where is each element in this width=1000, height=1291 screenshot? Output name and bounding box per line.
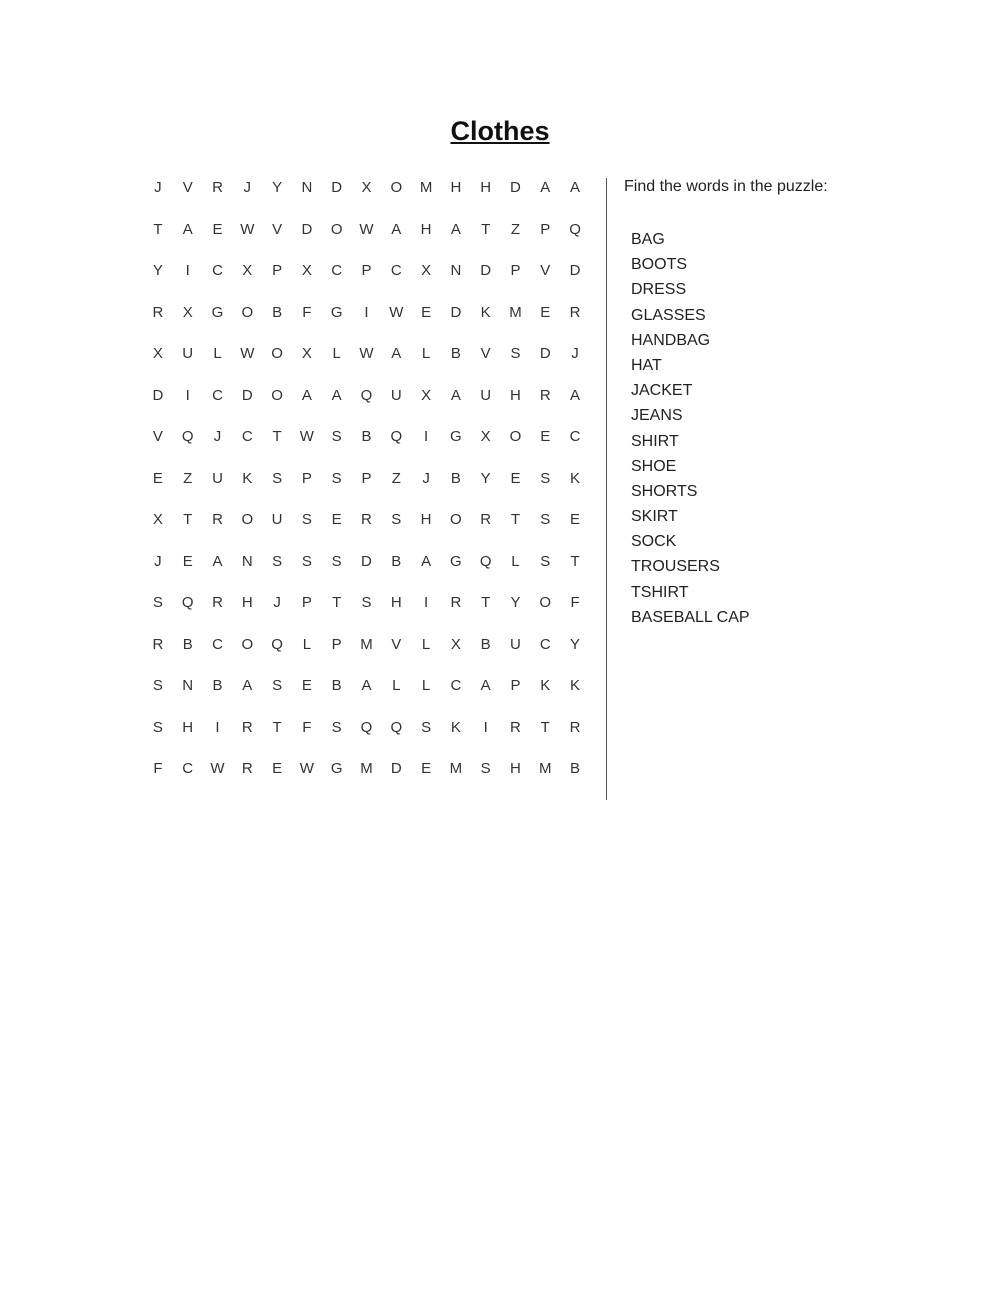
grid-letter[interactable]: E xyxy=(301,677,312,694)
grid-letter[interactable]: Y xyxy=(510,594,521,611)
grid-letter[interactable]: A xyxy=(450,386,461,404)
grid-letter[interactable]: B xyxy=(570,760,581,777)
word-list-item: SHOE xyxy=(631,457,677,475)
grid-letter[interactable]: Y xyxy=(480,469,491,487)
grid-letter[interactable]: V xyxy=(272,220,283,238)
grid-letter[interactable]: P xyxy=(510,262,521,279)
grid-letter[interactable]: K xyxy=(570,677,581,694)
grid-letter[interactable]: U xyxy=(510,635,521,653)
word-list-item: SOCK xyxy=(631,533,677,551)
grid-letter[interactable]: G xyxy=(330,760,343,777)
grid-letter[interactable]: B xyxy=(331,677,342,694)
grid-letter[interactable]: V xyxy=(540,262,551,279)
grid-letter[interactable]: A xyxy=(480,677,491,694)
grid-letter[interactable]: C xyxy=(390,262,402,279)
grid-letter[interactable]: F xyxy=(302,303,312,321)
grid-letter[interactable]: X xyxy=(182,303,193,321)
grid-letter[interactable]: R xyxy=(510,718,521,736)
grid-letter[interactable]: A xyxy=(421,552,432,570)
grid-letter[interactable]: A xyxy=(450,220,461,238)
grid-letter[interactable]: B xyxy=(182,635,193,653)
grid-letter[interactable]: A xyxy=(570,179,581,196)
grid-letter[interactable]: Q xyxy=(479,552,492,570)
grid-letter[interactable]: L xyxy=(332,345,341,362)
grid-letter[interactable]: E xyxy=(182,552,193,570)
grid-letter[interactable]: D xyxy=(450,303,462,321)
grid-letter[interactable]: W xyxy=(210,760,225,777)
grid-letter[interactable]: M xyxy=(449,760,463,777)
grid-letter[interactable]: S xyxy=(152,718,163,736)
grid-letter[interactable]: D xyxy=(361,552,372,570)
grid-letter[interactable]: L xyxy=(421,677,431,694)
grid-letter[interactable]: D xyxy=(480,262,492,279)
grid-letter[interactable]: V xyxy=(391,635,402,653)
grid-letter[interactable]: D xyxy=(539,345,551,362)
grid-letter[interactable]: A xyxy=(331,386,342,404)
grid-letter[interactable]: S xyxy=(391,511,402,528)
grid-letter[interactable]: R xyxy=(480,511,492,528)
grid-letter[interactable]: O xyxy=(450,511,462,528)
grid-letter[interactable]: X xyxy=(480,428,491,445)
grid-letter[interactable]: R xyxy=(569,303,581,321)
grid-letter[interactable]: Y xyxy=(272,179,283,196)
grid-letter[interactable]: R xyxy=(450,594,462,611)
grid-letter[interactable]: H xyxy=(390,594,402,611)
grid-letter[interactable]: S xyxy=(480,760,491,777)
grid-letter[interactable]: X xyxy=(421,386,432,404)
grid-letter[interactable]: E xyxy=(570,511,581,528)
grid-letter[interactable]: L xyxy=(421,345,431,362)
grid-letter[interactable]: M xyxy=(360,760,373,777)
grid-letter[interactable]: J xyxy=(154,552,162,570)
grid-letter[interactable]: P xyxy=(540,220,551,238)
grid-letter[interactable]: C xyxy=(182,760,194,777)
grid-letter[interactable]: D xyxy=(569,262,581,279)
instructions: Find the words in the puzzle: xyxy=(624,178,828,195)
grid-letter[interactable]: Y xyxy=(570,635,581,653)
grid-letter[interactable]: T xyxy=(332,594,342,611)
word-list-item: GLASSES xyxy=(631,306,706,324)
grid-letter[interactable]: A xyxy=(391,345,402,362)
grid-letter[interactable]: E xyxy=(152,469,163,487)
grid-letter[interactable]: C xyxy=(212,635,223,653)
word-list-item: SHIRT xyxy=(631,432,679,450)
grid-letter[interactable]: W xyxy=(359,220,374,238)
grid-letter[interactable]: P xyxy=(272,262,283,279)
grid-letter[interactable]: R xyxy=(241,760,253,777)
word-list-item: HAT xyxy=(631,356,662,374)
grid-letter[interactable]: D xyxy=(390,760,402,777)
grid-letter[interactable]: F xyxy=(153,760,163,777)
grid-letter[interactable]: V xyxy=(182,179,193,196)
grid-letter[interactable]: T xyxy=(510,511,521,528)
grid-letter[interactable]: P xyxy=(331,635,342,653)
word-list-item: JACKET xyxy=(631,382,693,400)
grid-letter[interactable]: S xyxy=(301,511,312,528)
grid-letter[interactable]: F xyxy=(302,718,312,736)
grid-letter[interactable]: A xyxy=(212,552,223,570)
word-list-item: HANDBAG xyxy=(631,331,711,349)
page-title: Clothes xyxy=(450,116,550,146)
grid-letter[interactable]: T xyxy=(481,594,491,611)
grid-letter[interactable]: W xyxy=(299,760,314,777)
grid-letter[interactable]: H xyxy=(241,594,253,611)
grid-letter[interactable]: B xyxy=(450,469,461,487)
grid-letter[interactable]: S xyxy=(331,469,342,487)
grid-letter[interactable]: X xyxy=(301,262,312,279)
grid-letter[interactable]: T xyxy=(540,718,550,736)
grid-letter[interactable]: O xyxy=(241,511,254,528)
grid-letter[interactable]: I xyxy=(364,303,369,321)
grid-letter[interactable]: O xyxy=(271,386,283,404)
grid-letter[interactable]: T xyxy=(272,428,282,445)
grid-letter[interactable]: A xyxy=(182,220,193,238)
grid-letter[interactable]: N xyxy=(450,262,462,279)
grid-letter[interactable]: I xyxy=(423,594,429,611)
grid-letter[interactable]: E xyxy=(510,469,521,487)
grid-letter[interactable]: H xyxy=(420,220,432,238)
grid-letter[interactable]: P xyxy=(361,469,372,487)
grid-letter[interactable]: C xyxy=(212,386,223,404)
word-list-item: TSHIRT xyxy=(631,583,689,601)
grid-letter[interactable]: E xyxy=(212,220,223,238)
grid-letter[interactable]: L xyxy=(511,552,520,570)
grid-letter[interactable]: L xyxy=(392,677,401,694)
grid-letter[interactable]: I xyxy=(215,718,220,736)
grid-letter[interactable]: R xyxy=(569,718,581,736)
word-list-item: DRESS xyxy=(631,281,687,299)
grid-letter[interactable]: W xyxy=(359,345,374,362)
grid-letter[interactable]: S xyxy=(361,594,372,611)
grid-letter[interactable]: U xyxy=(480,386,492,404)
grid-letter[interactable]: H xyxy=(480,179,492,196)
grid-letter[interactable]: S xyxy=(272,552,283,570)
grid-letter[interactable]: X xyxy=(152,345,163,362)
grid-letter[interactable]: K xyxy=(540,677,551,694)
grid-letter[interactable]: H xyxy=(510,760,521,777)
grid-letter[interactable]: S xyxy=(272,677,283,694)
grid-letter[interactable]: J xyxy=(243,179,252,196)
grid-letter[interactable]: S xyxy=(272,469,283,487)
grid-letter[interactable]: C xyxy=(450,677,462,694)
grid-letter[interactable]: B xyxy=(272,303,283,321)
grid-letter[interactable]: V xyxy=(152,428,163,445)
grid-letter[interactable]: X xyxy=(361,179,372,196)
grid-letter[interactable]: S xyxy=(540,469,551,487)
grid-letter[interactable]: E xyxy=(421,303,432,321)
word-list-item: TROUSERS xyxy=(631,558,720,576)
grid-letter[interactable]: D xyxy=(301,220,313,238)
grid-letter[interactable]: J xyxy=(154,179,162,196)
grid-letter[interactable]: A xyxy=(301,386,312,404)
grid-letter[interactable]: R xyxy=(212,594,223,611)
word-search-grid xyxy=(143,170,590,793)
grid-letter[interactable]: U xyxy=(212,469,223,487)
grid-letter[interactable]: O xyxy=(241,635,254,653)
grid-letter[interactable]: O xyxy=(241,303,254,321)
grid-letter[interactable]: O xyxy=(390,179,403,196)
grid-letter[interactable]: R xyxy=(212,179,223,196)
grid-letter[interactable]: D xyxy=(241,386,253,404)
grid-letter[interactable]: Q xyxy=(360,386,373,404)
grid-letter[interactable]: H xyxy=(450,179,462,196)
grid-letter[interactable]: B xyxy=(391,552,402,570)
grid-letter[interactable]: Q xyxy=(569,220,581,238)
grid-letter[interactable]: X xyxy=(421,262,432,279)
grid-letter[interactable]: B xyxy=(450,345,461,362)
grid-letter[interactable]: E xyxy=(540,303,551,321)
grid-letter[interactable]: B xyxy=(361,428,372,445)
word-list-item: SHORTS xyxy=(631,482,698,500)
grid-letter[interactable]: R xyxy=(361,511,372,528)
grid-letter[interactable]: X xyxy=(152,511,163,528)
grid-letter[interactable]: R xyxy=(539,386,551,404)
grid-letter[interactable]: Q xyxy=(390,718,403,736)
grid-letter[interactable]: T xyxy=(153,220,163,238)
grid-letter[interactable]: P xyxy=(301,594,312,611)
grid-letter[interactable]: A xyxy=(361,677,372,694)
grid-letter[interactable]: W xyxy=(389,303,404,321)
grid-letter[interactable]: R xyxy=(152,635,164,653)
word-list-item: BASEBALL CAP xyxy=(631,608,750,626)
grid-letter[interactable]: J xyxy=(273,594,281,611)
grid-letter[interactable]: Z xyxy=(183,469,193,487)
grid-letter[interactable]: V xyxy=(480,345,491,362)
grid-letter[interactable]: I xyxy=(185,386,190,404)
grid-letter[interactable]: I xyxy=(483,718,488,736)
grid-letter[interactable]: S xyxy=(152,677,163,694)
grid-letter[interactable]: K xyxy=(450,718,461,736)
grid-letter[interactable]: D xyxy=(510,179,521,196)
grid-letter[interactable]: A xyxy=(540,179,551,196)
grid-letter[interactable]: S xyxy=(152,594,163,611)
grid-letter[interactable]: R xyxy=(152,303,164,321)
grid-letter[interactable]: J xyxy=(213,428,222,445)
grid-letter[interactable]: A xyxy=(391,220,402,238)
grid-letter[interactable]: S xyxy=(510,345,521,362)
grid-letter[interactable]: J xyxy=(571,345,579,362)
grid-letter[interactable]: Q xyxy=(271,635,283,653)
grid-letter[interactable]: S xyxy=(331,428,342,445)
grid-letter[interactable]: G xyxy=(450,428,462,445)
grid-letter[interactable]: S xyxy=(421,718,432,736)
grid-letter[interactable]: Q xyxy=(181,428,194,445)
grid-letter[interactable]: A xyxy=(242,677,253,694)
grid-letter[interactable]: S xyxy=(540,552,551,570)
grid-letter[interactable]: C xyxy=(331,262,343,279)
word-list-item: JEANS xyxy=(631,407,683,425)
grid-letter[interactable]: T xyxy=(183,511,193,528)
grid-letter[interactable]: O xyxy=(539,594,552,611)
grid-letter[interactable]: O xyxy=(271,345,283,362)
grid-letter[interactable]: S xyxy=(331,552,342,570)
grid-letter[interactable]: C xyxy=(539,635,551,653)
grid-letter[interactable]: B xyxy=(212,677,223,694)
grid-letter[interactable]: R xyxy=(212,511,223,528)
grid-letter[interactable]: Z xyxy=(391,469,401,487)
word-list-item: SKIRT xyxy=(631,508,678,526)
grid-letter[interactable]: L xyxy=(421,635,431,653)
grid-letter[interactable]: A xyxy=(570,386,581,404)
grid-letter[interactable]: F xyxy=(570,594,580,611)
word-list-item: BAG xyxy=(631,231,665,248)
grid-letter[interactable]: P xyxy=(361,262,372,279)
grid-letter[interactable]: N xyxy=(241,552,253,570)
grid-letter[interactable]: U xyxy=(390,386,402,404)
grid-letter[interactable]: C xyxy=(241,428,253,445)
grid-letter[interactable]: Q xyxy=(390,428,403,445)
grid-letter[interactable]: W xyxy=(240,345,255,362)
grid-letter[interactable]: E xyxy=(540,428,551,445)
grid-letter[interactable]: X xyxy=(301,345,312,362)
grid-letter[interactable]: T xyxy=(570,552,580,570)
grid-letter[interactable]: W xyxy=(240,220,255,238)
grid-letter[interactable]: G xyxy=(450,552,462,570)
grid-letter[interactable]: O xyxy=(330,220,343,238)
grid-letter[interactable]: S xyxy=(540,511,551,528)
grid-letter[interactable]: U xyxy=(271,511,283,528)
grid-letter[interactable]: X xyxy=(450,635,461,653)
grid-letter[interactable]: I xyxy=(423,428,429,445)
grid-letter[interactable]: U xyxy=(182,345,194,362)
grid-letter[interactable]: L xyxy=(213,345,222,362)
grid-letter[interactable]: Q xyxy=(360,718,373,736)
grid-letter[interactable]: D xyxy=(331,179,343,196)
grid-letter[interactable]: T xyxy=(481,220,491,238)
grid-letter[interactable]: G xyxy=(211,303,224,321)
grid-letter[interactable]: T xyxy=(272,718,282,736)
grid-letter[interactable]: L xyxy=(302,635,312,653)
grid-letter[interactable]: E xyxy=(331,511,342,528)
grid-letter[interactable]: K xyxy=(570,469,581,487)
grid-letter[interactable]: D xyxy=(152,386,164,404)
grid-letter[interactable]: Z xyxy=(510,220,521,238)
grid-letter[interactable]: Y xyxy=(152,262,163,279)
grid-letter[interactable]: M xyxy=(360,635,373,653)
grid-letter[interactable]: X xyxy=(242,262,253,279)
grid-letter[interactable]: N xyxy=(182,677,194,694)
grid-letter[interactable]: P xyxy=(301,469,312,487)
grid-letter[interactable]: H xyxy=(510,386,521,404)
word-list-item: BOOTS xyxy=(631,256,688,274)
grid-letter[interactable]: W xyxy=(299,428,314,445)
column-divider xyxy=(606,178,607,800)
grid-letter[interactable]: H xyxy=(182,718,194,736)
grid-letter[interactable]: R xyxy=(241,718,253,736)
grid-letter[interactable]: S xyxy=(331,718,342,736)
grid-letter[interactable]: M xyxy=(509,303,522,321)
grid-letter[interactable]: K xyxy=(242,469,253,487)
grid-letter[interactable]: Q xyxy=(181,594,194,611)
grid-letter[interactable]: M xyxy=(539,760,552,777)
grid-letter[interactable]: C xyxy=(569,428,581,445)
grid-letter[interactable]: E xyxy=(272,760,283,777)
grid-letter[interactable]: E xyxy=(421,760,432,777)
grid-letter[interactable]: C xyxy=(212,262,223,279)
grid-letter[interactable]: P xyxy=(510,677,521,694)
grid-letter[interactable]: O xyxy=(509,428,522,445)
grid-letter[interactable]: B xyxy=(480,635,491,653)
grid-letter[interactable]: K xyxy=(480,303,491,321)
grid-letter[interactable]: G xyxy=(330,303,343,321)
grid-letter[interactable]: H xyxy=(420,511,432,528)
grid-letter[interactable]: J xyxy=(422,469,430,487)
word-list xyxy=(631,227,750,630)
grid-letter[interactable]: M xyxy=(419,179,433,196)
grid-letter[interactable]: N xyxy=(301,179,313,196)
grid-letter[interactable]: I xyxy=(185,262,190,279)
grid-letter[interactable]: S xyxy=(301,552,312,570)
